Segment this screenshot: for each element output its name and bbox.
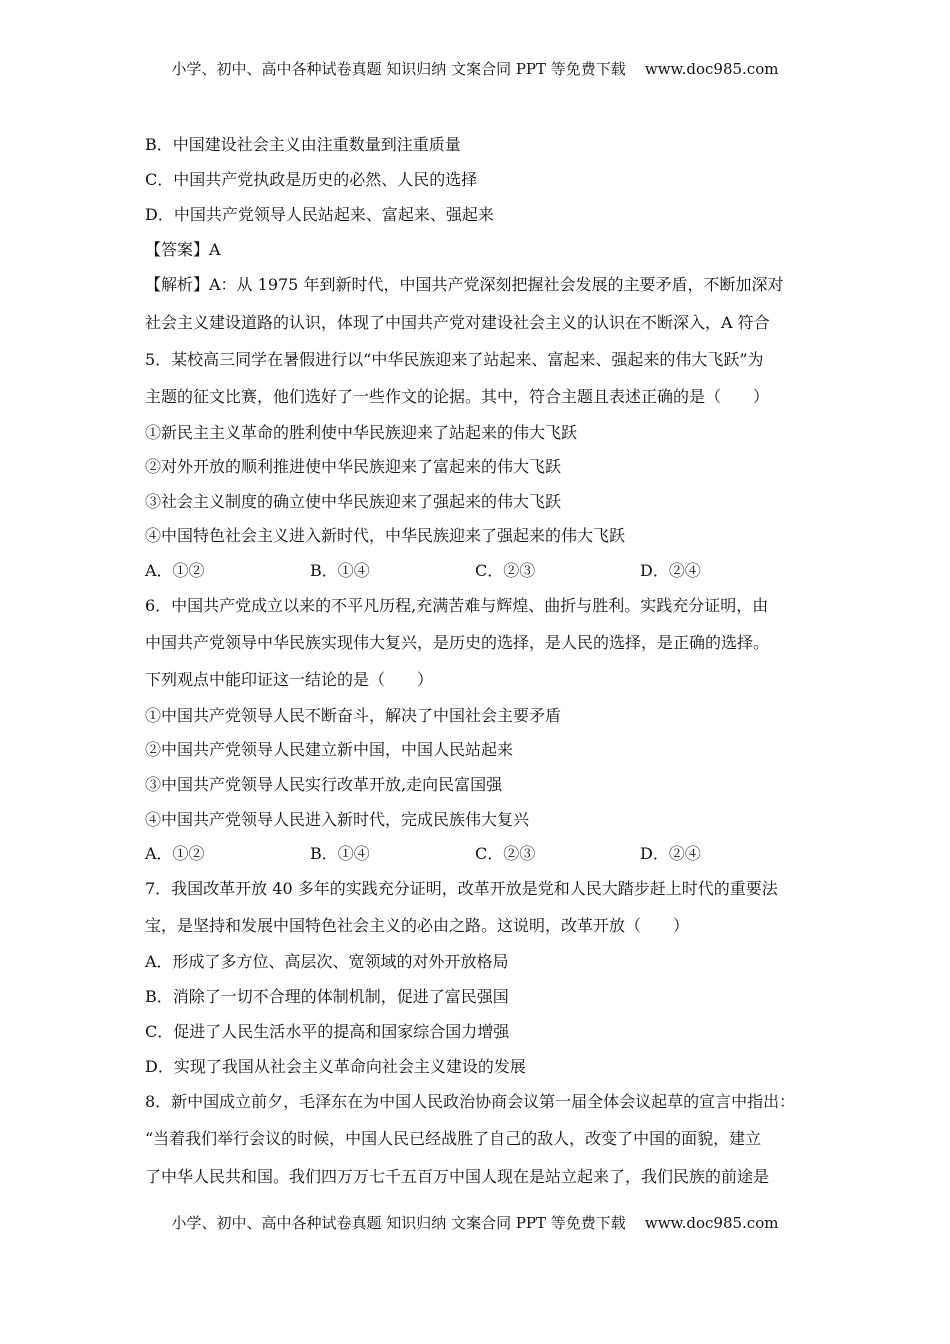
question-7-line-2: 宝，是坚持和发展中国特色社会主义的必由之路。这说明，改革开放（ ） — [145, 916, 690, 935]
analysis-line-1: 【解析】A：从 1975 年到新时代，中国共产党深刻把握社会发展的主要矛盾，不断加深对 — [145, 275, 784, 294]
statement-4-q6: ④中国共产党领导人民进入新时代，完成民族伟大复兴 — [145, 810, 530, 829]
question-6-line-3: 下列观点中能印证这一结论的是（ ） — [145, 670, 434, 689]
option-d-q6: D．②④ — [640, 844, 701, 863]
question-8-line-3: 了中华人民共和国。我们四万万七千五百万中国人现在是站立起来了，我们民族的前途是 — [145, 1167, 770, 1186]
option-c-q6: C．②③ — [475, 844, 536, 863]
question-7-line-1: 7．我国改革开放 40 多年的实践充分证明，改革开放是党和人民大踏步赶上时代的重要法 — [145, 879, 778, 898]
question-8-line-2: “当着我们举行会议的时候，中国人民已经战胜了自己的敌人，改变了中国的面貌，建立 — [145, 1129, 762, 1148]
statement-1-q5: ①新民主主义革命的胜利使中华民族迎来了站起来的伟大飞跃 — [145, 423, 578, 442]
option-d-q7: D．实现了我国从社会主义革命向社会主义建设的发展 — [145, 1057, 526, 1076]
statement-2-q5: ②对外开放的顺利推进使中华民族迎来了富起来的伟大飞跃 — [145, 457, 562, 476]
option-b-q6: B．①④ — [310, 844, 370, 863]
statement-4-q5: ④中国特色社会主义进入新时代，中华民族迎来了强起来的伟大飞跃 — [145, 526, 626, 545]
question-6-line-1: 6．中国共产党成立以来的不平凡历程,充满苦难与辉煌、曲折与胜利。实践充分证明，由 — [145, 596, 769, 615]
option-c-q7: C．促进了人民生活水平的提高和国家综合国力增强 — [145, 1022, 510, 1041]
page-header: 小学、初中、高中各种试卷真题 知识归纳 文案合同 PPT 等免费下载 www.doc985.com — [171, 60, 779, 78]
answer-q4: 【答案】A — [145, 240, 221, 259]
statement-3-q5: ③社会主义制度的确立使中华民族迎来了强起来的伟大飞跃 — [145, 492, 562, 511]
question-8-line-1: 8．新中国成立前夕，毛泽东在为中国人民政治协商会议第一届全体会议起草的宣言中指出： — [145, 1092, 796, 1111]
option-b-q7: B．消除了一切不合理的体制机制，促进了富民强国 — [145, 987, 509, 1006]
option-c-q4: C．中国共产党执政是历史的必然、人民的选择 — [145, 170, 478, 189]
option-b-q4: B．中国建设社会主义由注重数量到注重质量 — [145, 135, 461, 154]
statement-1-q6: ①中国共产党领导人民不断奋斗，解决了中国社会主要矛盾 — [145, 706, 562, 725]
option-d-q4: D．中国共产党领导人民站起来、富起来、强起来 — [145, 205, 494, 224]
option-c-q5: C．②③ — [475, 561, 536, 580]
option-a-q7: A．形成了多方位、高层次、宽领域的对外开放格局 — [145, 952, 509, 971]
analysis-line-2: 社会主义建设道路的认识，体现了中国共产党对建设社会主义的认识在不断深入，A 符合 — [145, 313, 770, 332]
page-footer: 小学、初中、高中各种试卷真题 知识归纳 文案合同 PPT 等免费下载 www.doc985.com — [171, 1214, 779, 1232]
option-a-q6: A．①② — [145, 844, 205, 863]
question-5-line-1: 5．某校高三同学在暑假进行以“中华民族迎来了站起来、富起来、强起来的伟大飞跃”为 — [145, 350, 764, 369]
option-d-q5: D．②④ — [640, 561, 701, 580]
question-5-line-2: 主题的征文比赛，他们选好了一些作文的论据。其中，符合主题且表述正确的是（ ） — [145, 387, 770, 406]
option-b-q5: B．①④ — [310, 561, 370, 580]
statement-3-q6: ③中国共产党领导人民实行改革开放,走向民富国强 — [145, 775, 503, 794]
question-6-line-2: 中国共产党领导中华民族实现伟大复兴，是历史的选择，是人民的选择，是正确的选择。 — [145, 633, 770, 652]
statement-2-q6: ②中国共产党领导人民建立新中国，中国人民站起来 — [145, 740, 514, 759]
option-a-q5: A．①② — [145, 561, 205, 580]
